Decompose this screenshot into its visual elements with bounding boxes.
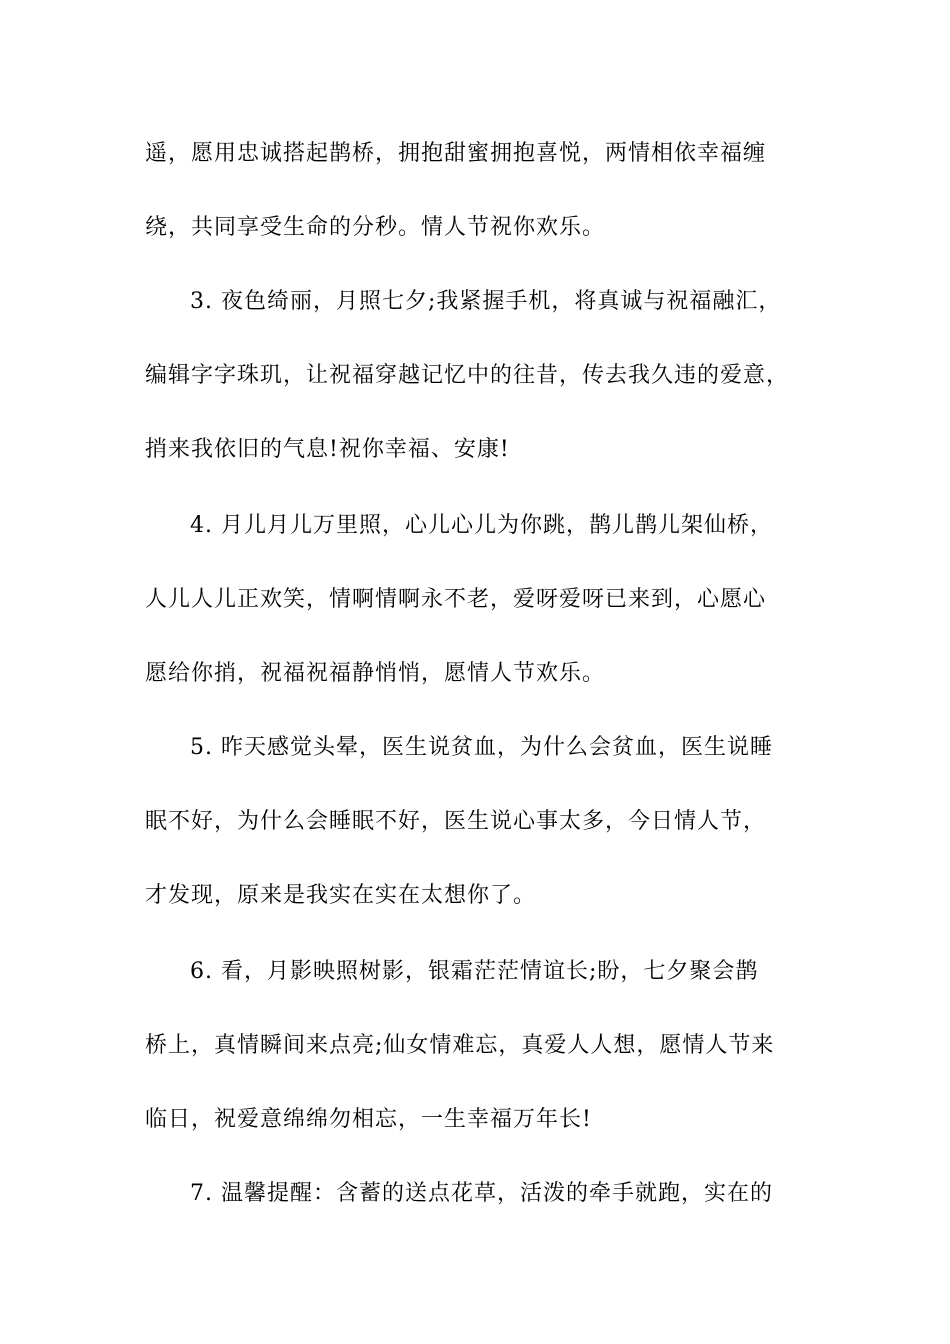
paragraph-7-start: 7. 温馨提醒：含蓄的送点花草，活泼的牵手就跑，实在的	[190, 1181, 773, 1206]
text-line: 才发现，原来是我实在实在太想你了。	[145, 883, 537, 908]
paragraph-4-start: 4. 月儿月儿万里照，心儿心儿为你跳，鹊儿鹊儿架仙桥，	[190, 513, 773, 538]
text-line: 绕，共同享受生命的分秒。情人节祝你欢乐。	[145, 215, 606, 240]
text-line: 人儿人儿正欢笑，情啊情啊永不老，爱呀爱呀已来到，心愿心	[145, 587, 767, 612]
text-line: 眠不好，为什么会睡眠不好，医生说心事太多，今日情人节，	[145, 809, 767, 834]
paragraph-3-start: 3. 夜色绮丽，月照七夕;我紧握手机，将真诚与祝福融汇，	[190, 289, 782, 314]
text-line: 遥，愿用忠诚搭起鹊桥，拥抱甜蜜拥抱喜悦，两情相依幸福缠	[145, 141, 767, 166]
paragraph-6-start: 6. 看，月影映照树影，银霜茫茫情谊长;盼，七夕聚会鹊	[190, 959, 759, 984]
text-line: 临日，祝爱意绵绵勿相忘，一生幸福万年长!	[145, 1107, 592, 1132]
text-line: 愿给你捎，祝福祝福静悄悄，愿情人节欢乐。	[145, 661, 606, 686]
text-line: 捎来我依旧的气息!祝你幸福、安康!	[145, 437, 510, 462]
text-line: 桥上，真情瞬间来点亮;仙女情难忘，真爱人人想，愿情人节来	[145, 1033, 775, 1058]
text-line: 编辑字字珠玑，让祝福穿越记忆中的往昔，传去我久违的爱意，	[145, 363, 790, 388]
paragraph-5-start: 5. 昨天感觉头晕，医生说贫血，为什么会贫血，医生说睡	[190, 735, 773, 760]
